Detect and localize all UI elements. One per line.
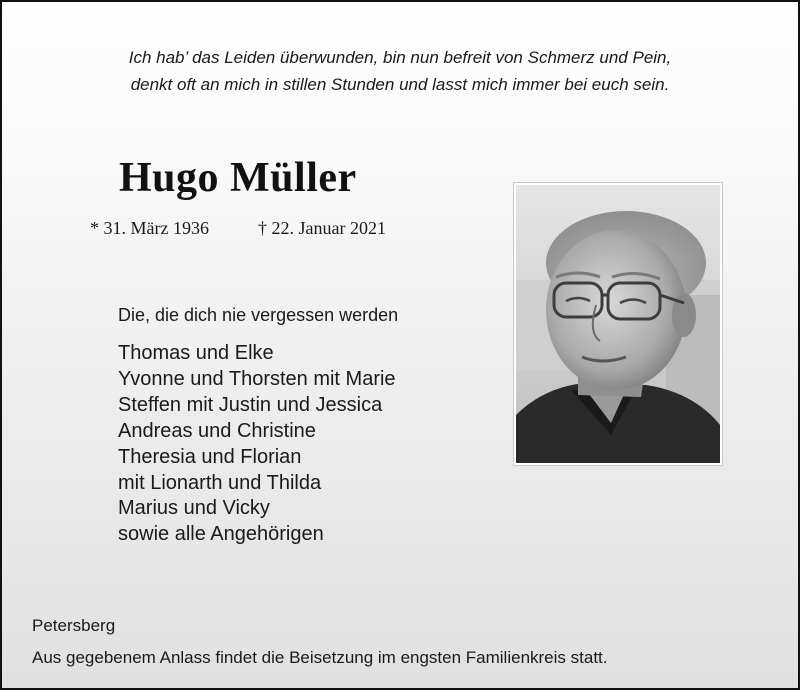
mourner-entry: Andreas und Christine [118,419,316,442]
mourner-entry: Steffen mit Justin und Jessica [118,393,383,416]
portrait-photo [514,183,722,465]
mourner-entry: Yvonne und Thorsten mit Marie [118,367,396,390]
portrait-image [516,185,720,463]
mourner-entry: Marius und Vicky [118,497,270,520]
poem-line-2: denkt oft an mich in stillen Stunden und lasst mich immer bei euch sein. [130,75,670,94]
poem [2,44,798,98]
place-name: Petersberg [32,616,116,635]
poem-line-1: Ich hab’ das Leiden überwunden, bin nun befreit von Schmerz und Pein, [128,48,672,67]
funeral-notice: Aus gegebenem Anlass findet die Beisetzung im engsten Familienkreis statt. [32,648,608,667]
death-date: † 22. Januar 2021 [258,218,386,238]
mourner-entry: mit Lionarth und Thilda [118,471,322,494]
mourners-list [118,341,396,548]
mourner-entry: Thomas und Elke [118,342,274,364]
mourner-entry: sowie alle Angehörigen [118,523,324,546]
deceased-name: Hugo Müller [119,155,357,201]
mourner-entry: Theresia und Florian [118,445,302,468]
mourners-intro: Die, die dich nie vergessen werden [118,305,399,325]
birth-date: * 31. März 1936 [90,218,209,238]
